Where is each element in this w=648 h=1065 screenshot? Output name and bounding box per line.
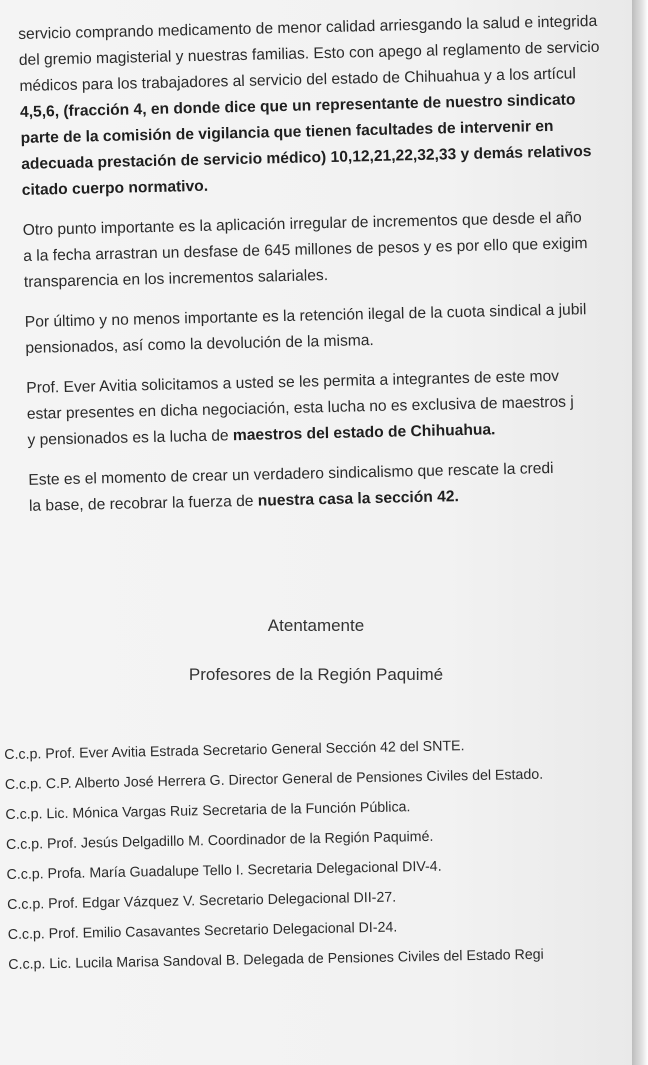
paragraph xyxy=(26,361,632,453)
text-segment: y pensionados es la lucha de xyxy=(27,427,234,449)
text-segment: Por último y no menos importante es la retención ilegal de la cuota sindical a jubil xyxy=(24,301,587,331)
signature: Profesores de la Región Paquimé xyxy=(188,665,444,684)
text-segment: Prof. Ever Avitia solicitamos a usted se les permita a integrantes de este mov xyxy=(26,367,560,397)
cc-list xyxy=(4,727,632,980)
bold-text: citado cuerpo normativo. xyxy=(21,177,209,199)
salutation: Atentamente xyxy=(267,616,365,635)
cc-line: C.c.p. Prof. Ever Avitia Estrada Secretario General Sección 42 del SNTE. xyxy=(4,738,465,763)
cc-line: C.c.p. Lic. Lucila Marisa Sandoval B. Delegada de Pensiones Civiles del Estado Regi xyxy=(8,946,544,973)
bold-text: un representante de nuestro sindicato xyxy=(291,91,576,115)
cc-line: C.c.p. Profa. María Guadalupe Tello I. Secretaria Delegacional DIV-4. xyxy=(6,858,442,883)
cc-line: C.c.p. Prof. Jesús Delgadillo M. Coordinador de la Región Paquimé. xyxy=(5,828,434,853)
bold-text: adecuada prestación de servicio médico) 10,12,21,22,32,33 y demás relativos xyxy=(21,143,592,173)
text-segment: pensionados, así como la devolución de la misma. xyxy=(25,332,374,357)
cc-line: C.c.p. Prof. Emilio Casavantes Secretario Delegacional DI-24. xyxy=(7,919,398,943)
paragraph xyxy=(25,295,632,362)
text-segment: la base, de recobrar la fuerza de xyxy=(28,492,258,515)
bold-text: parte de la comisión de vigilancia que tienen facultades de intervenir en xyxy=(20,117,554,147)
text-segment: Otro punto importante es la aplicación irregular de incrementos que desde el año xyxy=(22,209,582,239)
text-segment: del gremio magisterial y nuestras familias. Esto con apego al reglamento de servicio xyxy=(18,38,600,69)
text-segment: Este es el momento de crear un verdadero sindicalismo que rescate la credi xyxy=(28,459,554,489)
text-segment: a la fecha arrastran un desfase de 645 millones de pesos y es por ello que exigim xyxy=(23,235,588,265)
letter-body xyxy=(18,7,632,533)
paragraph xyxy=(18,7,632,203)
text-segment: estar presentes en dicha negociación, esta lucha no es exclusiva de maestros j xyxy=(26,393,574,423)
page-edge xyxy=(632,0,648,1065)
bold-text: nuestra casa la sección 42. xyxy=(257,488,460,510)
text-segment: transparencia en los incrementos salariales. xyxy=(23,267,329,291)
cc-line: C.c.p. C.P. Alberto José Herrera G. Director General de Pensiones Civiles del Estado. xyxy=(4,766,544,793)
cc-line: C.c.p. Lic. Mónica Vargas Ruiz Secretaria de la Función Pública. xyxy=(5,799,411,823)
paragraph xyxy=(28,453,632,520)
cc-line: C.c.p. Prof. Edgar Vázquez V. Secretario Delegacional DII-27. xyxy=(7,889,397,913)
bold-text: maestros del estado de Chihuahua. xyxy=(232,421,496,445)
paragraph xyxy=(22,203,632,295)
bold-text: 4,5,6, (fracción 4, en donde dice que xyxy=(19,97,293,121)
text-segment: médicos para los trabajadores al servicio del estado de Chihuahua y a los artícul xyxy=(19,65,577,95)
text-segment: servicio comprando medicamento de menor calidad arriesgando la salud e integrida xyxy=(18,12,598,43)
